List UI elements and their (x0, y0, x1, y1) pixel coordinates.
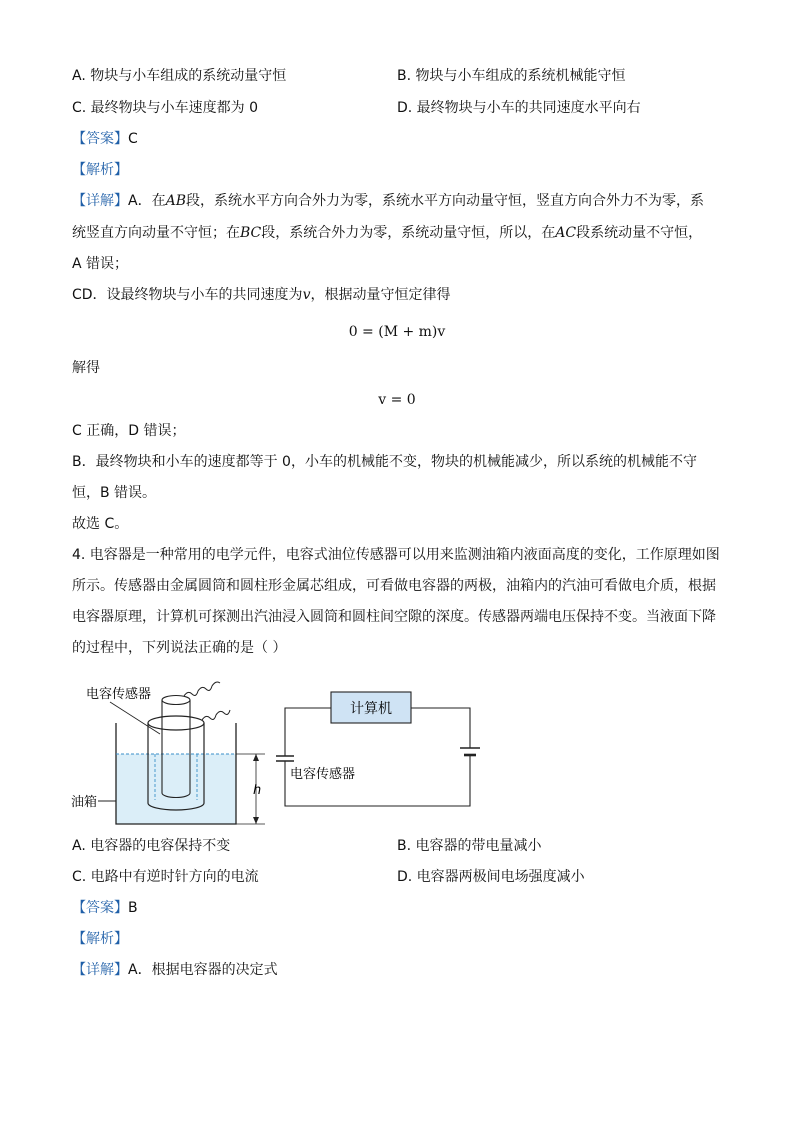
jiede-label: 解得 (72, 360, 100, 376)
q4-analysis-tag: 【解析】 (72, 931, 128, 947)
answer-value: C (128, 131, 138, 147)
answer-value: B (128, 900, 138, 916)
q4-option-a: A. 电容器的电容保持不变 (72, 838, 231, 854)
q4-stem-line-2: 所示。传感器由金属圆筒和圆柱形金属芯组成，可看做电容器的两极，油箱内的汽油可看做电介质，根据 (72, 578, 716, 594)
q4-detail-line-1 (72, 960, 278, 980)
text: A．根据电容器的决定式 (128, 962, 278, 978)
q4-stem-line-1: 4. 电容器是一种常用的电学元件，电容式油位传感器可以用来监测油箱内液面高度的变化，工作原理如图 (72, 547, 720, 563)
inner-core (162, 696, 190, 705)
text: 统竖直方向动量不守恒；在 (72, 225, 240, 241)
segment-ac: AC (555, 225, 577, 241)
q4-option-d: D. 电容器两极间电场强度减小 (397, 869, 585, 885)
segment-ab: AB (165, 193, 186, 209)
q3-detail-line-5: C 正确，D 错误； (72, 423, 186, 439)
q4-answer (72, 898, 138, 918)
detail-tag: 【详解】 (72, 193, 128, 209)
text: 段系统动量不守恒， (576, 225, 703, 241)
circuit-sensor-label: 电容传感器 (290, 767, 356, 782)
detail-tag: 【详解】 (72, 962, 128, 978)
q3-option-c: C. 最终物块与小车速度都为 0 (72, 100, 259, 116)
q3-detail-line-4 (72, 285, 450, 305)
q4-option-b: B. 电容器的带电量减小 (397, 838, 542, 854)
wire-coil-2 (202, 710, 230, 720)
outer-cylinder (148, 716, 204, 730)
formula-velocity: v = 0 (378, 392, 416, 408)
q3-detail-line-2 (72, 223, 702, 243)
q3-answer (72, 129, 138, 149)
segment-bc: BC (240, 225, 262, 241)
text: 段，系统水平方向合外力为零，系统水平方向动量守恒，竖直方向合外力不为零，系 (185, 193, 704, 209)
q3-analysis-tag: 【解析】 (72, 162, 128, 178)
computer-label: 计算机 (350, 701, 392, 717)
height-label: h (253, 783, 262, 798)
q3-option-b: B. 物块与小车组成的系统机械能守恒 (397, 68, 626, 84)
q3-detail-line-6: B．最终物块和小车的速度都等于 0，小车的机械能不变，物块的机械能减少，所以系统的机械能不守 (72, 454, 697, 470)
text: ，根据动量守恒定律得 (310, 287, 451, 303)
q4-stem-line-3: 电容器原理，计算机可探测出汽油浸入圆筒和圆柱间空隙的深度。传感器两端电压保持不变。当液面下降 (72, 609, 716, 625)
answer-tag: 【答案】 (72, 131, 128, 147)
q3-option-d: D. 最终物块与小车的共同速度水平向右 (397, 100, 641, 116)
answer-tag: 【答案】 (72, 900, 128, 916)
velocity-symbol: v (302, 287, 311, 303)
text: A．在 (128, 193, 166, 209)
q3-detail-line-3: A 错误； (72, 256, 129, 272)
text: CD．设最终物块与小车的共同速度为 (72, 287, 303, 303)
oil-liquid (116, 754, 236, 824)
q3-detail-line-1 (72, 191, 704, 211)
capacitor-sensor-figure (60, 668, 510, 833)
formula-momentum: 0 = (M + m)v (348, 324, 446, 340)
tank-label: 油箱 (71, 795, 98, 810)
wire-coil-1 (184, 682, 220, 696)
q4-option-c: C. 电路中有逆时针方向的电流 (72, 869, 259, 885)
q3-detail-line-7: 恒，B 错误。 (72, 485, 157, 501)
q3-conclusion: 故选 C。 (72, 516, 129, 532)
sensor-label: 电容传感器 (86, 687, 152, 702)
q3-option-a: A. 物块与小车组成的系统动量守恒 (72, 68, 287, 84)
text: 段，系统合外力为零，系统动量守恒，所以，在 (261, 225, 556, 241)
q4-stem-line-4: 的过程中，下列说法正确的是（ ） (72, 640, 287, 656)
